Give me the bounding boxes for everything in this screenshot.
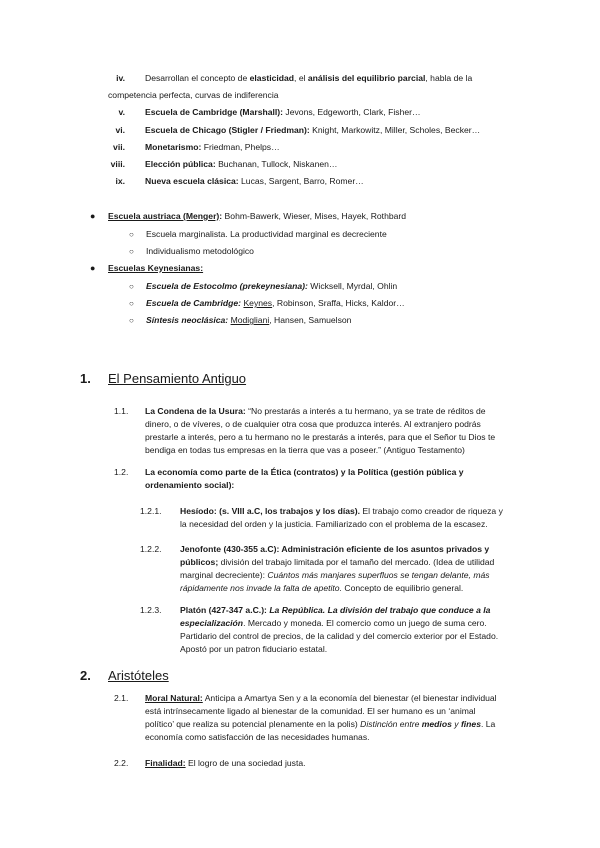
sub-bullet: Síntesis neoclásica: Modigliani, Hansen, Samuelson [146,315,352,325]
para-line: dinero, o de víveres, o de cualquier otra cosa que produzca interés. Al extranjero podrás [145,419,481,429]
roman-text: Nueva escuela clásica: Lucas, Sargent, Barro, Romer… [145,176,364,186]
para-line: Jenofonte (430-355 a.C): Administración eficiente de los asuntos privados y [180,544,490,554]
para-line: la necesidad del orden y la justicia. Familiarizado con el problema de la escasez. [180,519,488,529]
bullet-icon: ● [90,263,96,273]
subsection-number: 1.2.1. [140,506,162,516]
roman-text-line2: competencia perfecta, curvas de indiferencia [108,90,279,100]
circle-bullet-icon: ○ [129,230,134,239]
para-line: político’ que realiza su potencial plenamente en la polis) Distinción entre medios y fines. La [145,719,496,729]
para-line: Moral Natural: Anticipa a Amartya Sen y a la economía del bienestar (el bienestar individual [145,693,497,703]
para-line: bendiga en todas tus empresas en la tierra que vas a poseer.” (Antiguo Testamento) [145,445,465,455]
roman-text: Elección pública: Buchanan, Tullock, Niskanen… [145,159,338,169]
circle-bullet-icon: ○ [129,299,134,308]
roman-text: Monetarismo: Friedman, Phelps… [145,142,280,152]
section-1-2 [145,466,527,492]
roman-number: v. [118,107,125,117]
para-line: La Condena de la Usura: “No prestarás a interés a tu hermano, ya se trate de réditos de [145,406,486,416]
bullet-keynesianas: Escuelas Keynesianas: [108,263,204,273]
roman-text: Desarrollan el concepto de elasticidad, el análisis del equilibrio parcial, habla de la [145,73,473,83]
section-number: 1.1. [114,406,129,416]
section-number: 2.1. [114,693,129,703]
roman-text: Escuela de Cambridge (Marshall): Jevons, Edgeworth, Clark, Fisher… [145,107,421,117]
para-line: Platón (427-347 a.C.): La República. La división del trabajo que conduce a la [180,605,491,615]
para-line: marginal decreciente): Cuántos más manjares superfluos se tengan delante, más [180,570,490,580]
circle-bullet-icon: ○ [129,282,134,291]
sub-bullet: Escuela marginalista. La productividad marginal es decreciente [146,229,387,239]
section-number: 1.2. [114,467,129,477]
para-line: especialización. Mercado y moneda. El comercio como un juego de suma cero. [180,618,487,628]
roman-number: vii. [113,142,125,152]
para-line: Hesíodo: (s. VIII a.C, los trabajos y los días). El trabajo como creador de riqueza y [180,506,503,516]
para-line: Partidario del control de precios, de la calidad y del comercio exterior por el Estado. [180,631,499,641]
heading-title: Aristóteles [108,668,169,683]
section-2-2: Finalidad: El logro de una sociedad justa. [145,758,306,768]
para-line: La economía como parte de la Ética (contratos) y la Política (gestión pública y [145,467,464,477]
heading-title: El Pensamiento Antiguo [108,371,247,386]
section-2-1 [145,692,527,744]
heading-number: 1. [80,371,91,386]
section-1-2-3 [180,604,527,656]
section-1-2-1 [180,505,527,531]
sub-bullet: Escuela de Estocolmo (prekeynesiana): Wicksell, Myrdal, Ohlin [146,281,398,291]
para-line: Apostó por un patron fiduciario estatal. [180,644,328,654]
roman-number: viii. [110,159,125,169]
roman-number: ix. [115,176,125,186]
sub-bullet: Individualismo metodológico [146,246,254,256]
sub-bullet: Escuela de Cambridge: Keynes, Robinson, Sraffa, Hicks, Kaldor… [146,298,405,308]
bullet-austriaca: Escuela austriaca (Menger): Bohm-Bawerk, Wieser, Mises, Hayek, Rothbard [108,211,407,221]
circle-bullet-icon: ○ [129,247,134,256]
roman-number: iv. [116,73,125,83]
section-1-2-2 [180,543,527,595]
para-line: está intrínsecamente ligado al bienestar de la comunidad. El ser humano es un ‘animal [145,706,476,716]
heading-number: 2. [80,668,91,683]
para-line: economía como satisfacción de las necesidades humanas. [145,732,370,742]
para-line: ordenamiento social): [145,480,235,490]
bullet-icon: ● [90,211,96,221]
para-line: rápidamente nos invade la falta de apetito. Concepto de equilibrio general. [180,583,464,593]
section-number: 2.2. [114,758,129,768]
subsection-number: 1.2.2. [140,544,162,554]
subsection-number: 1.2.3. [140,605,162,615]
para-line: prestarle a interés, pero a tu hermano no le prestarás a interés, para que el Señor tu Dios te [145,432,496,442]
section-1-1 [145,405,527,457]
roman-text: Escuela de Chicago (Stigler / Friedman): Knight, Markowitz, Miller, Scholes, Becker… [145,125,481,135]
para-line: públicos; división del trabajo limitada por el tamaño del mercado. (Idea de utilidad [180,557,495,567]
circle-bullet-icon: ○ [129,316,134,325]
roman-number: vi. [115,125,125,135]
